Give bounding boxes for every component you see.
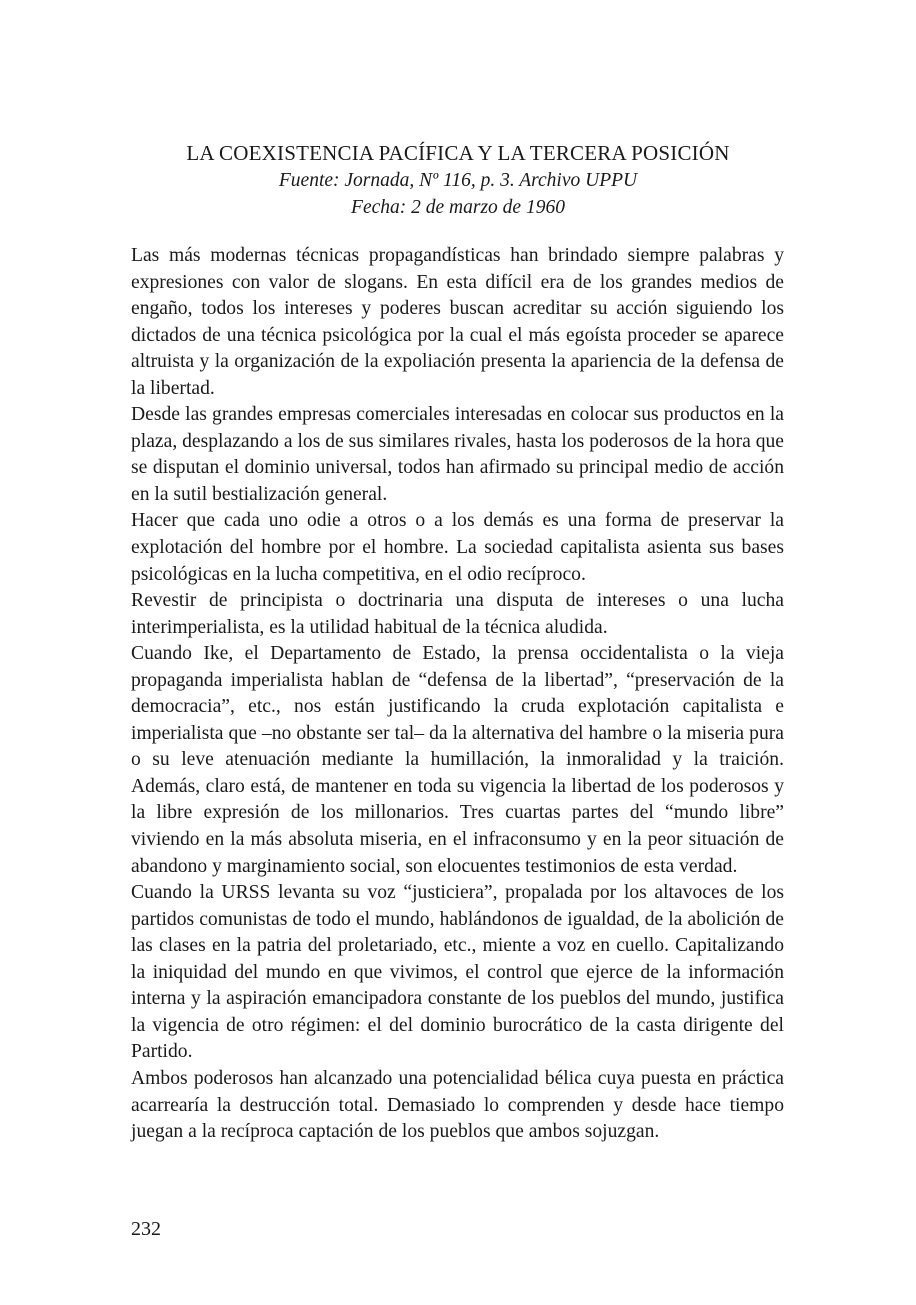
paragraph: Ambos poderosos han alcanzado una potencialidad bélica cuya puesta en práctica acarrearía la destrucción total. Demasiado lo comprenden y desde hace tiempo juegan a la recíproca captación de los pueblos que ambos sojuzgan.	[131, 1067, 784, 1143]
article-body	[131, 243, 784, 1146]
article-source: Fuente: Jornada, Nº 116, p. 3. Archivo UPPU	[278, 170, 638, 191]
paragraph: Cuando Ike, el Departamento de Estado, la prensa occidentalista o la vieja propaganda imperialista hablan de “defensa de la libertad”, “preservación de la democracia”, etc., nos están justificando la cruda explotación capitalista e imperialista que –no obstante ser tal– da la alternativa del hambre o la miseria pura o su leve atenuación mediante la humillación, la inmoralidad y la traición. Además, claro está, de mantener en toda su vigencia la libertad de los poderosos y la libre expresión de los millonarios. Tres cuartas partes del “mundo libre” viviendo en la más absoluta miseria, en el infraconsumo y en la peor situación de abandono y marginamiento social, son elocuentes testimonios de esta verdad.	[131, 643, 784, 877]
paragraph: Hacer que cada uno odie a otros o a los demás es una forma de preservar la explotación del hombre por el hombre. La sociedad capitalista asienta sus bases psicológicas en la lucha competitiva, en el odio recíproco.	[131, 510, 784, 585]
page-number: 232	[131, 1218, 161, 1240]
article-title: LA COEXISTENCIA PACÍFICA Y LA TERCERA POSICIÓN	[186, 141, 730, 165]
paragraph: Cuando la URSS levanta su voz “justiciera”, propalada por los altavoces de los partidos comunistas de todo el mundo, hablándonos de igualdad, de la abolición de las clases en la patria del proletariado, etc., miente a voz en cuello. Capitalizando la iniquidad del mundo en que vivimos, el control que ejerce de la información interna y la aspiración emancipadora constante de los pueblos del mundo, justifica la vigencia de otro régimen: el del dominio burocrático de la casta dirigente del Partido.	[131, 882, 784, 1063]
paragraph: Revestir de principista o doctrinaria una disputa de intereses o una lucha interimperialista, es la utilidad habitual de la técnica aludida.	[131, 590, 784, 638]
paragraph: Desde las grandes empresas comerciales interesadas en colocar sus productos en la plaza, desplazando a los de sus similares rivales, hasta los poderosos de la hora que se disputan el dominio universal, todos han afirmado su principal medio de acción en la sutil bestialización general.	[131, 404, 784, 505]
paragraph: Las más modernas técnicas propagandísticas han brindado siempre palabras y expresiones con valor de slogans. En esta difícil era de los grandes medios de engaño, todos los intereses y poderes buscan acreditar su acción siguiendo los dictados de una técnica psicológica por la cual el más egoísta proceder se aparece altruista y la organización de la expoliación presenta la apariencia de la defensa de la libertad.	[131, 245, 784, 399]
article-header	[100, 140, 816, 221]
article-date: Fecha: 2 de marzo de 1960	[351, 197, 565, 218]
